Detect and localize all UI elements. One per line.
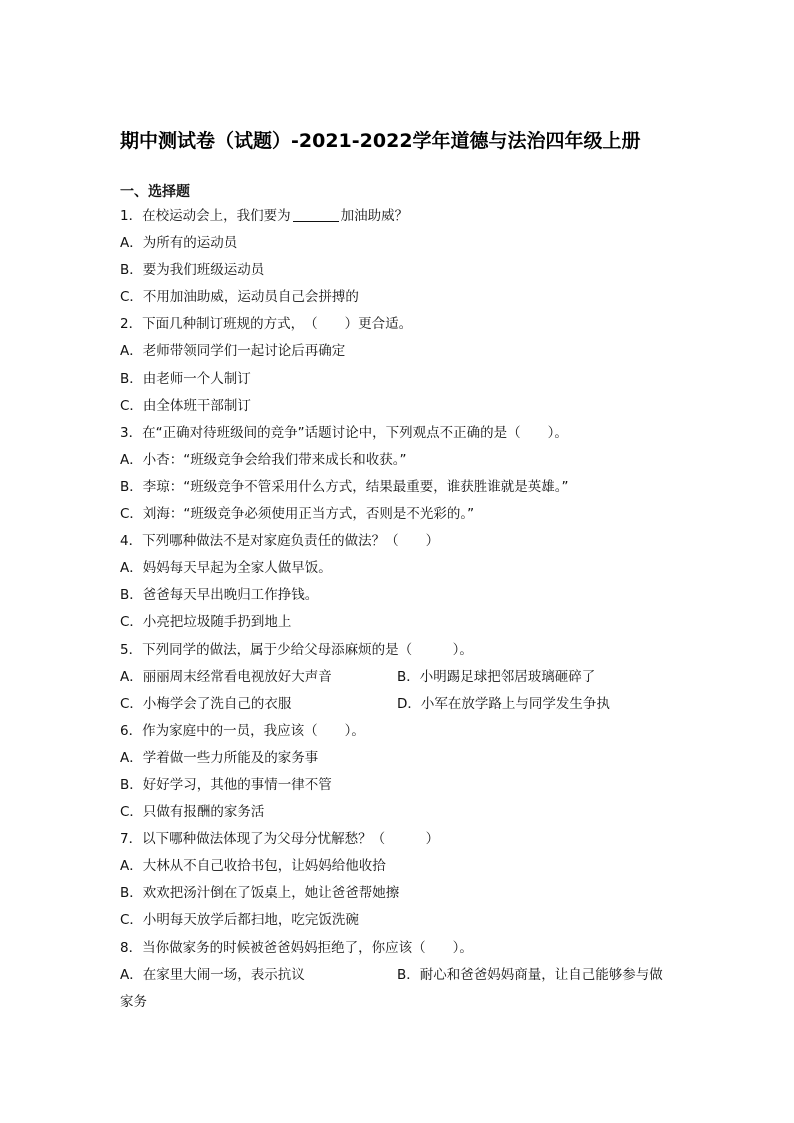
answer-option: D．小军在放学路上与同学发生争执 xyxy=(397,695,610,712)
answer-option-continuation: 家务 xyxy=(120,993,147,1010)
answer-option: B．小明踢足球把邻居玻璃砸碎了 xyxy=(397,668,596,685)
answer-option: C．不用加油助威，运动员自己会拼搏的 xyxy=(120,289,359,306)
answer-option-row xyxy=(120,691,680,718)
question-stem: 7．以下哪种做法体现了为父母分忧解愁？（ ） xyxy=(120,831,440,848)
question-stem: 3．在“正确对待班级间的竞争”话题讨论中，下列观点不正确的是（ ）。 xyxy=(120,424,568,441)
question-stem: 5．下列同学的做法，属于少给父母添麻烦的是（ ）。 xyxy=(120,641,473,658)
answer-blank xyxy=(293,207,339,222)
answer-option: B．耐心和爸爸妈妈商量，让自己能够参与做 xyxy=(397,966,663,983)
answer-option: A．大林从不自己收拾书包，让妈妈给他收拾 xyxy=(120,858,386,875)
answer-option: A．丽丽周末经常看电视放好大声音 xyxy=(120,668,332,685)
question-stem: 6．作为家庭中的一员，我应该（ ）。 xyxy=(120,722,365,739)
answer-option: C．由全体班干部制订 xyxy=(120,397,251,414)
answer-option: C．只做有报酬的家务活 xyxy=(120,804,265,821)
section-heading: 一、选择题 xyxy=(120,184,190,200)
answer-option: B．欢欢把汤汁倒在了饭桌上，她让爸爸帮她擦 xyxy=(120,885,400,902)
question-stem: 2．下面几种制订班规的方式， （ ）更合适。 xyxy=(120,316,413,333)
question-text: 加油助威？ xyxy=(340,208,409,224)
answer-option-row xyxy=(120,962,680,989)
answer-option: A．老师带领同学们一起讨论后再确定 xyxy=(120,343,346,360)
answer-option: A．妈妈每天早起为全家人做早饭。 xyxy=(120,560,332,577)
page-title: 期中测试卷（试题）-2021-2022学年道德与法治四年级上册 xyxy=(120,130,641,152)
answer-option: B．爸爸每天早出晚归工作挣钱。 xyxy=(120,587,319,604)
answer-option: C．小亮把垃圾随手扔到地上 xyxy=(120,614,292,631)
answer-option: C．小明每天放学后都扫地，吃完饭洗碗 xyxy=(120,912,359,929)
answer-option: C．小梅学会了洗自己的衣服 xyxy=(120,695,292,712)
answer-option: A．学着做一些力所能及的家务事 xyxy=(120,749,319,766)
answer-option: A．小杏：“班级竞争会给我们带来成长和收获。” xyxy=(120,451,407,468)
question-stem: 4．下列哪种做法不是对家庭负责任的做法？（ ） xyxy=(120,533,440,550)
question-list xyxy=(120,203,680,1016)
answer-option-row xyxy=(120,664,680,691)
question-stem: 8．当你做家务的时候被爸爸妈妈拒绝了，你应该（ ）。 xyxy=(120,939,473,956)
answer-option: B．好好学习，其他的事情一律不管 xyxy=(120,776,332,793)
answer-option: A．为所有的运动员 xyxy=(120,235,238,252)
question-text: 1．在校运动会上，我们要为 xyxy=(120,208,291,224)
answer-option: A．在家里大闹一场，表示抗议 xyxy=(120,966,305,983)
question-stem xyxy=(120,203,680,230)
answer-option: B．李琼：“班级竞争不管采用什么方式，结果最重要，谁获胜谁就是英雄。” xyxy=(120,478,569,495)
answer-option: B．要为我们班级运动员 xyxy=(120,262,265,279)
answer-option: B．由老师一个人制订 xyxy=(120,370,251,387)
answer-option: C．刘海：“班级竞争必须使用正当方式，否则是不光彩的。” xyxy=(120,506,475,523)
